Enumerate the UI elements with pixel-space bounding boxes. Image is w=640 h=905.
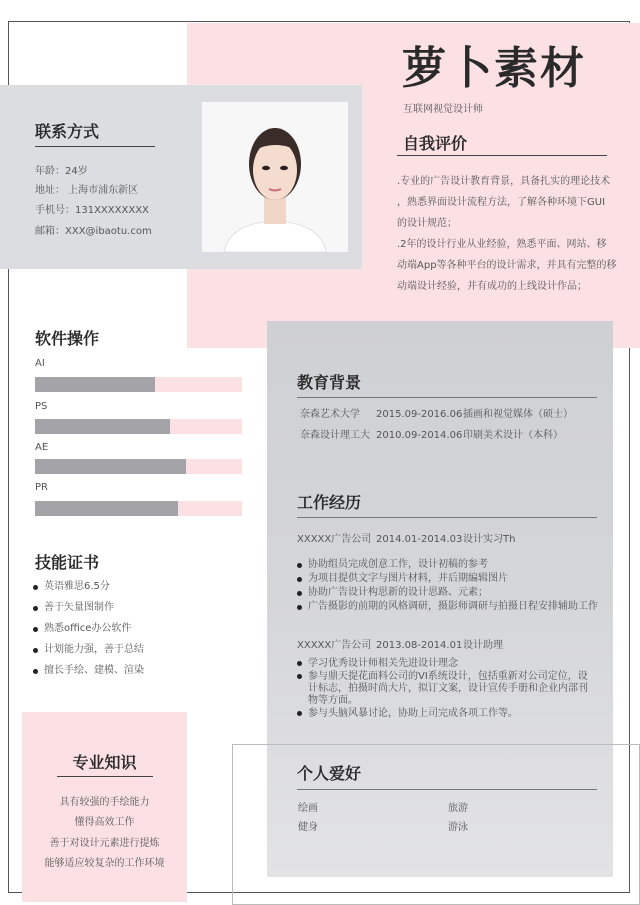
self-eval-heading: 自我评价 (403, 134, 468, 153)
software-bar-fill (35, 459, 186, 474)
self-eval-rule (397, 155, 607, 156)
cert-item: 计划能力强，善于总结 (33, 645, 144, 666)
job-title: 互联网视觉设计师 (403, 104, 483, 115)
hobby-item: 旅游 (448, 803, 468, 814)
certs-list (33, 582, 144, 687)
edu-period: 2015.09-2016.06 (376, 409, 463, 420)
professional-item: 善于对设计元素进行提炼 (49, 838, 160, 849)
professional-item: 能够适应较复杂的工作环境 (44, 858, 165, 869)
work-duty: 为项目提供文字与图片材料，并后期编辑图片 (297, 574, 597, 588)
education-heading: 教育背景 (297, 373, 362, 392)
hobby-item: 绘画 (298, 803, 318, 814)
resume-name: 萝卜素材 (402, 43, 586, 94)
cert-item: 熟悉office办公软件 (33, 624, 144, 645)
contact-address: 地址： 上海市浦东新区 (35, 185, 139, 196)
software-bar-pr (35, 501, 242, 516)
work-duty: 协助组员完成创意工作，设计初稿的参考 (297, 560, 597, 574)
contact-heading: 联系方式 (35, 122, 100, 141)
professional-rule (57, 776, 153, 777)
cert-item: 擅长手绘、建模、渲染 (33, 666, 144, 687)
education-rule (297, 397, 597, 398)
software-name-ai: AI (35, 358, 45, 369)
work-role: 设计助理 (463, 640, 503, 651)
work-company: XXXXX广告公司 (297, 534, 372, 545)
work-duties-list (297, 560, 597, 616)
hobbies-rule (297, 789, 597, 790)
work-rule (297, 517, 597, 518)
hobbies-heading: 个人爱好 (297, 764, 362, 783)
hobby-item: 游泳 (448, 822, 468, 833)
edu-major: 印刷美术设计（本科） (463, 430, 563, 441)
work-duty: 学习优秀设计师相关先进设计理念 (297, 658, 593, 670)
self-eval-text: .专业的广告设计教育背景，具备扎实的理论技术 ，熟悉界面设计流程方法，了解各种环境下GUI 的设计规范； .2年的设计行业从业经验，熟悉平面、网站、移 动端App等各种平台的设计需求，并具有完整的移 动端设计经验，并有成功的上线设计作品； (397, 176, 617, 292)
work-duty: 协助广告设计构思新的设计思路、元素； (297, 588, 597, 602)
work-period: 2013.08-2014.01 (376, 640, 463, 651)
software-bar-ai (35, 377, 242, 392)
edu-period: 2010.09-2014.06 (376, 430, 463, 441)
software-bar-ae (35, 459, 242, 474)
contact-phone: 手机号：131XXXXXXXX (35, 205, 149, 216)
edu-major: 插画和视觉媒体（硕士） (463, 409, 573, 420)
contact-age: 年龄：24岁 (35, 166, 88, 177)
edu-school: 奈森艺术大学 (300, 409, 360, 420)
certs-heading: 技能证书 (35, 553, 100, 572)
software-name-ps: PS (35, 401, 48, 412)
work-duty: 参与头脑风暴讨论，协助上司完成各项工作等。 (297, 708, 593, 720)
edu-school: 奈森设计理工大 (300, 430, 370, 441)
professional-item: 具有较强的手绘能力 (59, 797, 150, 808)
profile-photo (202, 102, 348, 252)
work-heading: 工作经历 (297, 493, 362, 512)
professional-heading: 专业知识 (72, 753, 137, 772)
work-period: 2014.01-2014.03 (376, 534, 463, 545)
work-role: 设计实习Th (463, 534, 516, 545)
portrait-illustration (202, 102, 348, 252)
contact-rule (35, 146, 155, 147)
software-name-pr: PR (35, 482, 48, 493)
cert-item: 善于矢量图制作 (33, 603, 144, 624)
work-company: XXXXX广告公司 (297, 640, 372, 651)
cert-item: 英语雅思6.5分 (33, 582, 144, 603)
hobby-frame (232, 744, 640, 905)
software-bar-fill (35, 377, 155, 392)
software-bar-ps (35, 419, 242, 434)
work-duties-list (297, 658, 593, 720)
work-duty: 参与鼎天提花面料公司的VI系统设计，包括重新对公司定位，设计标志，拍摄时尚大片，拟订文案，设计宣传手册和企业内部刊物等方面。 (297, 671, 593, 707)
contact-email: 邮箱：XXX@ibaotu.com (35, 226, 152, 237)
software-name-ae: AE (35, 442, 49, 453)
software-heading: 软件操作 (35, 329, 100, 348)
software-bar-fill (35, 501, 178, 516)
software-bar-fill (35, 419, 170, 434)
hobby-item: 健身 (298, 822, 318, 833)
professional-item: 懂得高效工作 (74, 817, 135, 828)
work-duty: 广告摄影的前期的风格调研，摄影师调研与拍摄日程安排辅助工作 (297, 602, 597, 616)
